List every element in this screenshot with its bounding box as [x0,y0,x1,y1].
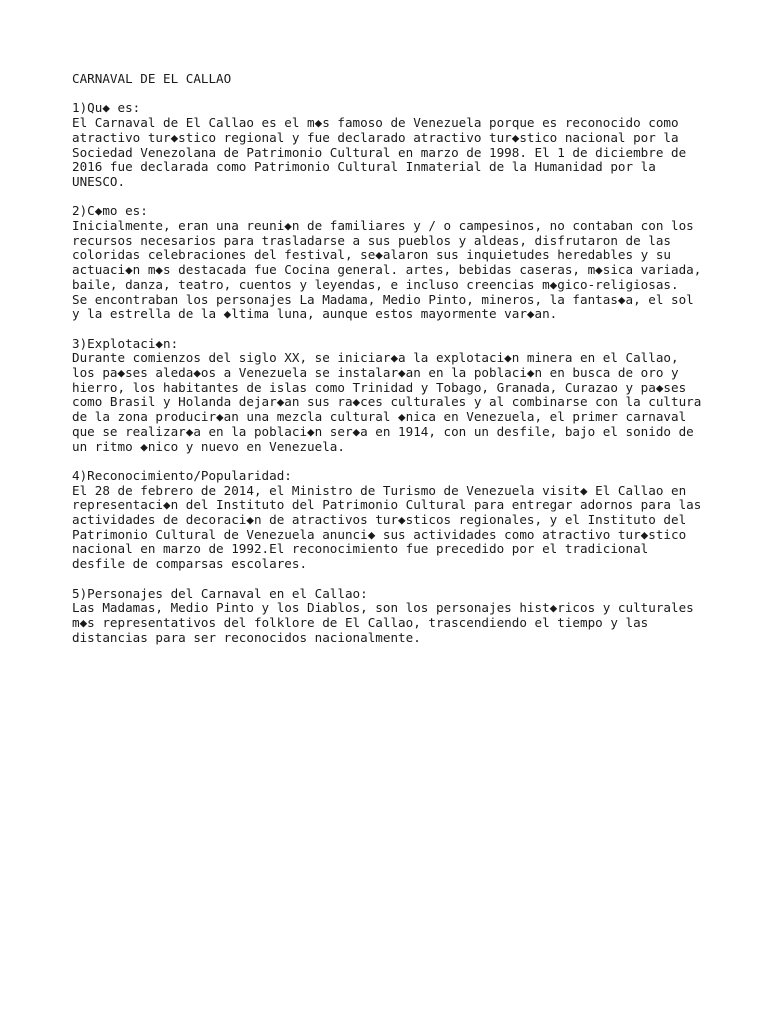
section-como-es [72,204,702,322]
document-page [72,72,702,645]
body-line: Sociedad Venezolana de Patrimonio Cultural en marzo de 1998. El 1 de diciembre de [72,144,687,160]
body-line: de la zona producir◆an una mezcla cultural ◆nica en Venezuela, el primer carnaval [72,409,687,425]
section-heading: 4)Reconocimiento/Popularidad: [72,467,292,483]
body-line: representaci◆n del Instituto del Patrimonio Cultural para entregar adornos para las [72,497,702,513]
body-line: Las Madamas, Medio Pinto y los Diablos, son los personajes hist◆ricos y culturales [72,600,694,616]
document-title: CARNAVAL DE EL CALLAO [72,71,232,86]
section-heading: 2)C◆mo es: [72,203,148,219]
body-line: Durante comienzos del siglo XX, se iniciar◆a la explotaci◆n minera en el Callao, [72,350,679,366]
body-line: un ritmo ◆nico y nuevo en Venezuela. [72,438,345,454]
body-line: El Carnaval de El Callao es el m◆s famoso de Venezuela porque es reconocido como [72,115,679,131]
body-line: nacional en marzo de 1992.El reconocimiento fue precedido por el tradicional [72,541,649,557]
body-line: Inicialmente, eran una reuni◆n de familiares y / o campesinos, no contaban con los [72,218,694,233]
body-line: actuaci◆n m◆s destacada fue Cocina general. artes, bebidas caseras, m◆sica variada, [72,262,702,278]
body-line: como Brasil y Holanda dejar◆an sus ra◆ces culturales y al combinarse con la cultura [72,394,702,410]
section-personajes [72,587,702,646]
body-line: distancias para ser reconocidos nacionalmente. [72,629,421,645]
body-line: hierro, los habitantes de islas como Trinidad y Tobago, Granada, Curazao y pa◆ses [72,379,687,395]
body-line: y la estrella de la ◆ltima luna, aunque estos mayormente var◆an. [72,306,558,322]
section-explotacion [72,337,702,455]
section-heading: 5)Personajes del Carnaval en el Callao: [72,585,368,601]
body-line: actividades de decoraci◆n de atractivos tur◆sticos regionales, y el Instituto del [72,512,687,528]
body-line: desfile de comparsas escolares. [72,556,308,572]
body-line: El 28 de febrero de 2014, el Ministro de Turismo de Venezuela visit◆ El Callao en [72,482,687,498]
body-line: recursos necesarios para trasladarse a sus pueblos y aldeas, disfrutaron de las [72,232,671,248]
body-line: los pa◆ses aleda◆os a Venezuela se instalar◆an en la poblaci◆n en busca de oro y [72,365,679,381]
body-line: atractivo tur◆stico regional y fue declarado atractivo tur◆stico nacional por la [72,129,679,145]
body-line: Se encontraban los personajes La Madama, Medio Pinto, mineros, la fantas◆a, el sol [72,291,694,307]
body-line: que se realizar◆a en la poblaci◆n ser◆a en 1914, con un desfile, bajo el sonido de [72,423,694,439]
body-line: baile, danza, teatro, cuentos y leyendas, e incluso creencias m◆gico-religiosas. [72,276,679,292]
body-line: UNESCO. [72,173,126,189]
body-line: Patrimonio Cultural de Venezuela anunci◆ sus actividades como atractivo tur◆stico [72,526,687,542]
body-line: coloridas celebraciones del festival, se◆alaron sus inquietudes heredables y su [72,247,671,263]
body-line: 2016 fue declarada como Patrimonio Cultural Inmaterial de la Humanidad por la [72,159,656,175]
section-heading: 3)Explotaci◆n: [72,335,179,351]
section-heading: 1)Qu◆ es: [72,100,141,116]
body-line: m◆s representativos del folklore de El Callao, trascendiendo el tiempo y las [72,614,649,630]
section-que-es [72,101,702,189]
section-reconocimiento [72,469,702,572]
